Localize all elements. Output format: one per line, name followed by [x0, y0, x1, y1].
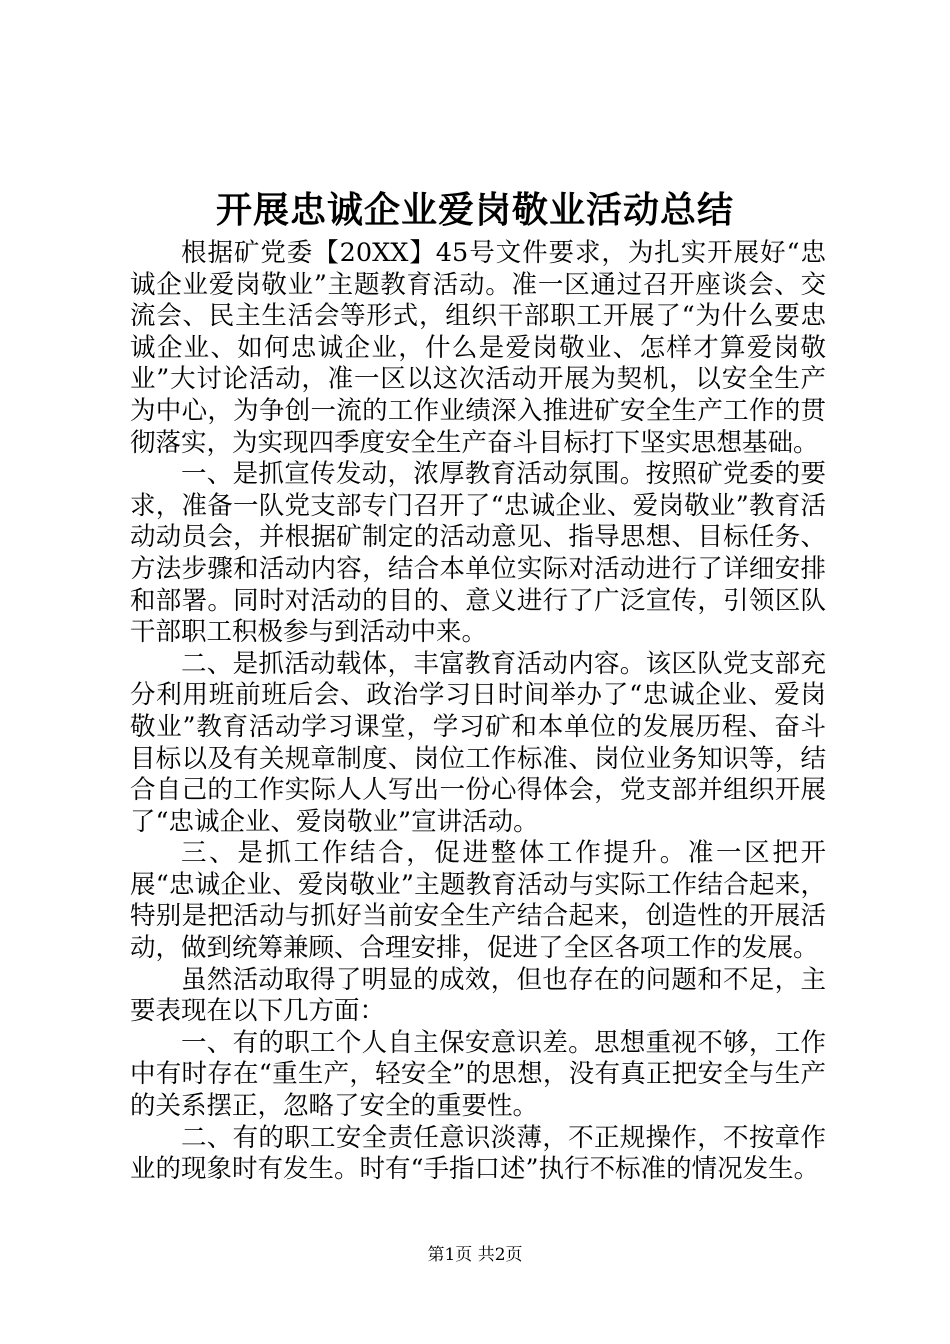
page-footer: 第1页 共2页	[427, 1245, 523, 1265]
document-title: 开展忠诚企业爱岗敬业活动总结	[215, 189, 734, 231]
paragraph-problem-2: 二、有的职工安全责任意识淡薄，不正规操作，不按章作业的现象时有发生。时有“手指口述”执行不标准的情况发生。	[130, 1122, 826, 1185]
paragraph-point-3: 三、是抓工作结合，促进整体工作提升。准一区把开展“忠诚企业、爱岗敬业”主题教育活动与实际工作结合起来，特别是把活动与抓好当前安全生产结合起来，创造性的开展活动，做到统筹兼顾、合理安排，促进了全区各项工作的发展。	[130, 838, 826, 964]
document-body	[130, 238, 826, 1186]
paragraph-intro: 根据矿党委【20XX】45号文件要求，为扎实开展好“忠诚企业爱岗敬业”主题教育活动。准一区通过召开座谈会、交流会、民主生活会等形式，组织干部职工开展了“为什么要忠诚企业、如何忠诚企业，什么是爱岗敬业、怎样才算爱岗敬业”大讨论活动，准一区以这次活动开展为契机，以安全生产为中心，为争创一流的工作业绩深入推进矿安全生产工作的贯彻落实，为实现四季度安全生产奋斗目标打下坚实思想基础。	[130, 238, 826, 458]
paragraph-point-1: 一、是抓宣传发动，浓厚教育活动氛围。按照矿党委的要求，准备一队党支部专门召开了“忠诚企业、爱岗敬业”教育活动动员会，并根据矿制定的活动意见、指导思想、目标任务、方法步骤和活动内容，结合本单位实际对活动进行了详细安排和部署。同时对活动的目的、意义进行了广泛宣传，引领区队干部职工积极参与到活动中来。	[130, 459, 826, 648]
paragraph-point-2: 二、是抓活动载体，丰富教育活动内容。该区队党支部充分利用班前班后会、政治学习日时间举办了“忠诚企业、爱岗敬业”教育活动学习课堂，学习矿和本单位的发展历程、奋斗目标以及有关规章制度、岗位工作标准、岗位业务知识等，结合自己的工作实际人人写出一份心得体会，党支部并组织开展了“忠诚企业、爱岗敬业”宣讲活动。	[130, 648, 826, 837]
paragraph-problem-1: 一、有的职工个人自主保安意识差。思想重视不够，工作中有时存在“重生产，轻安全”的思想，没有真正把安全与生产的关系摆正，忽略了安全的重要性。	[130, 1027, 826, 1122]
paragraph-problems-intro: 虽然活动取得了明显的成效，但也存在的问题和不足，主要表现在以下几方面：	[130, 964, 826, 1027]
